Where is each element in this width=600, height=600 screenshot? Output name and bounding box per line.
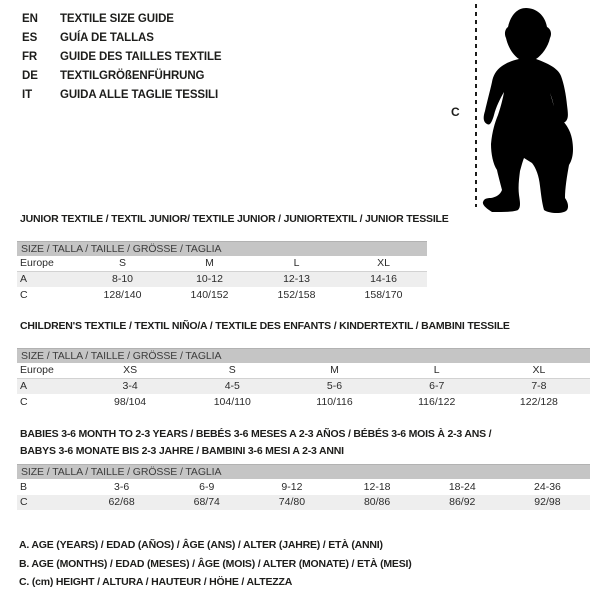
language-code: EN	[22, 13, 38, 25]
size-cell: 12-18	[363, 480, 391, 493]
size-cell: 122/128	[519, 395, 558, 408]
language-code: DE	[22, 70, 38, 82]
size-table	[17, 348, 590, 410]
language-title: TEXTILGRÖßENFÜHRUNG	[60, 70, 205, 82]
language-title: TEXTILE SIZE GUIDE	[60, 13, 174, 25]
size-cell: 98/104	[114, 395, 147, 408]
row-label: C	[20, 288, 28, 301]
size-cell: 74/80	[278, 496, 306, 509]
language-list	[22, 10, 222, 105]
size-table	[17, 241, 427, 303]
children-table-section	[17, 319, 590, 410]
size-cell: 12-13	[283, 273, 310, 286]
size-cell: 110/116	[316, 395, 353, 408]
language-row	[22, 29, 222, 48]
language-code: ES	[22, 32, 38, 44]
language-row	[22, 10, 222, 29]
size-cell: 68/74	[193, 496, 220, 509]
size-cell: 158/170	[364, 288, 403, 301]
size-band-header: SIZE / TALLA / TAILLE / GRÖSSE / TAGLIA	[17, 464, 590, 479]
size-cell: 9-12	[281, 480, 303, 493]
size-cell: L	[293, 257, 300, 270]
size-cell: S	[228, 364, 236, 377]
size-cell: 6-9	[199, 480, 215, 493]
size-cell: 116/122	[418, 395, 456, 408]
size-cell: 128/140	[103, 288, 142, 301]
size-cell: XL	[377, 257, 390, 270]
size-cell: 3-4	[122, 380, 138, 393]
size-cell: S	[118, 257, 126, 270]
size-cell: 140/152	[190, 288, 229, 301]
table-title: BABIES 3-6 MONTH TO 2-3 YEARS / BEBÉS 3-6 MESES A 2-3 AÑOS / BÉBÉS 3-6 MOIS À 2-3 ANS /	[20, 428, 492, 440]
table-row	[17, 272, 427, 288]
language-row	[22, 67, 222, 86]
baby-silhouette-icon	[478, 6, 578, 216]
size-table	[17, 464, 590, 510]
row-label: C	[20, 395, 28, 408]
legend-line: A. AGE (YEARS) / EDAD (AÑOS) / ÂGE (ANS) / ALTER (JAHRE) / ETÀ (ANNI)	[19, 539, 383, 551]
size-cell: 80/86	[363, 496, 391, 509]
size-cell: 92/98	[534, 496, 561, 509]
language-code: FR	[22, 51, 38, 63]
table-row	[17, 495, 590, 511]
size-band-header: SIZE / TALLA / TAILLE / GRÖSSE / TAGLIA	[17, 241, 427, 256]
table-row	[17, 256, 427, 272]
babies-table-section	[17, 426, 590, 510]
language-title: GUÍA DE TALLAS	[60, 32, 154, 44]
size-cell: 18-24	[448, 480, 476, 493]
size-cell: 8-10	[111, 273, 133, 286]
language-row	[22, 86, 222, 105]
size-cell: 14-16	[370, 273, 397, 286]
size-cell: 86/92	[449, 496, 476, 509]
size-cell: 62/68	[108, 496, 135, 509]
table-row	[17, 363, 590, 379]
legend	[19, 536, 412, 592]
row-label: A	[20, 273, 28, 286]
size-band-header: SIZE / TALLA / TAILLE / GRÖSSE / TAGLIA	[17, 348, 590, 363]
table-title: CHILDREN'S TEXTILE / TEXTIL NIÑO/A / TEXTILE DES ENFANTS / KINDERTEXTIL / BAMBINI TESSILE	[20, 320, 510, 332]
language-title: GUIDE DES TAILLES TEXTILE	[60, 51, 222, 63]
language-row	[22, 48, 222, 67]
row-label: Europe	[20, 364, 54, 377]
size-cell: 152/158	[277, 288, 316, 301]
language-code: IT	[22, 89, 33, 101]
size-cell: 4-5	[224, 380, 240, 393]
row-label: C	[20, 496, 28, 509]
size-cell: M	[330, 364, 339, 377]
legend-line: C. (cm) HEIGHT / ALTURA / HAUTEUR / HÖHE / ALTEZZA	[19, 576, 293, 588]
junior-table-section	[17, 212, 449, 303]
table-row	[17, 394, 590, 410]
size-cell: XS	[123, 364, 138, 377]
table-title: BABYS 3-6 MONATE BIS 2-3 JAHRE / BAMBINI 3-6 MESI A 2-3 ANNI	[20, 445, 344, 457]
size-cell: XL	[532, 364, 546, 377]
row-label: A	[20, 380, 28, 393]
size-cell: 10-12	[196, 273, 223, 286]
row-label: Europe	[20, 257, 54, 270]
size-cell: 5-6	[326, 380, 343, 393]
table-title: JUNIOR TEXTILE / TEXTIL JUNIOR/ TEXTILE JUNIOR / JUNIORTEXTIL / JUNIOR TESSILE	[20, 213, 449, 225]
table-row	[17, 287, 427, 303]
table-row	[17, 379, 590, 395]
legend-line: B. AGE (MONTHS) / EDAD (MESES) / ÂGE (MOIS) / ALTER (MONATE) / ETÀ (MESI)	[19, 557, 412, 570]
size-cell: L	[433, 364, 440, 377]
size-cell: 104/110	[213, 395, 251, 408]
size-cell: 6-7	[429, 380, 445, 393]
language-title: GUIDA ALLE TAGLIE TESSILI	[60, 89, 219, 101]
size-cell: M	[205, 257, 214, 270]
size-cell: 3-6	[113, 480, 130, 493]
size-cell: 7-8	[531, 380, 547, 393]
height-measure-label: C	[451, 105, 460, 119]
row-label: B	[20, 480, 28, 493]
height-dashed-line	[475, 4, 477, 207]
table-row	[17, 479, 590, 495]
size-cell: 24-36	[534, 480, 561, 493]
